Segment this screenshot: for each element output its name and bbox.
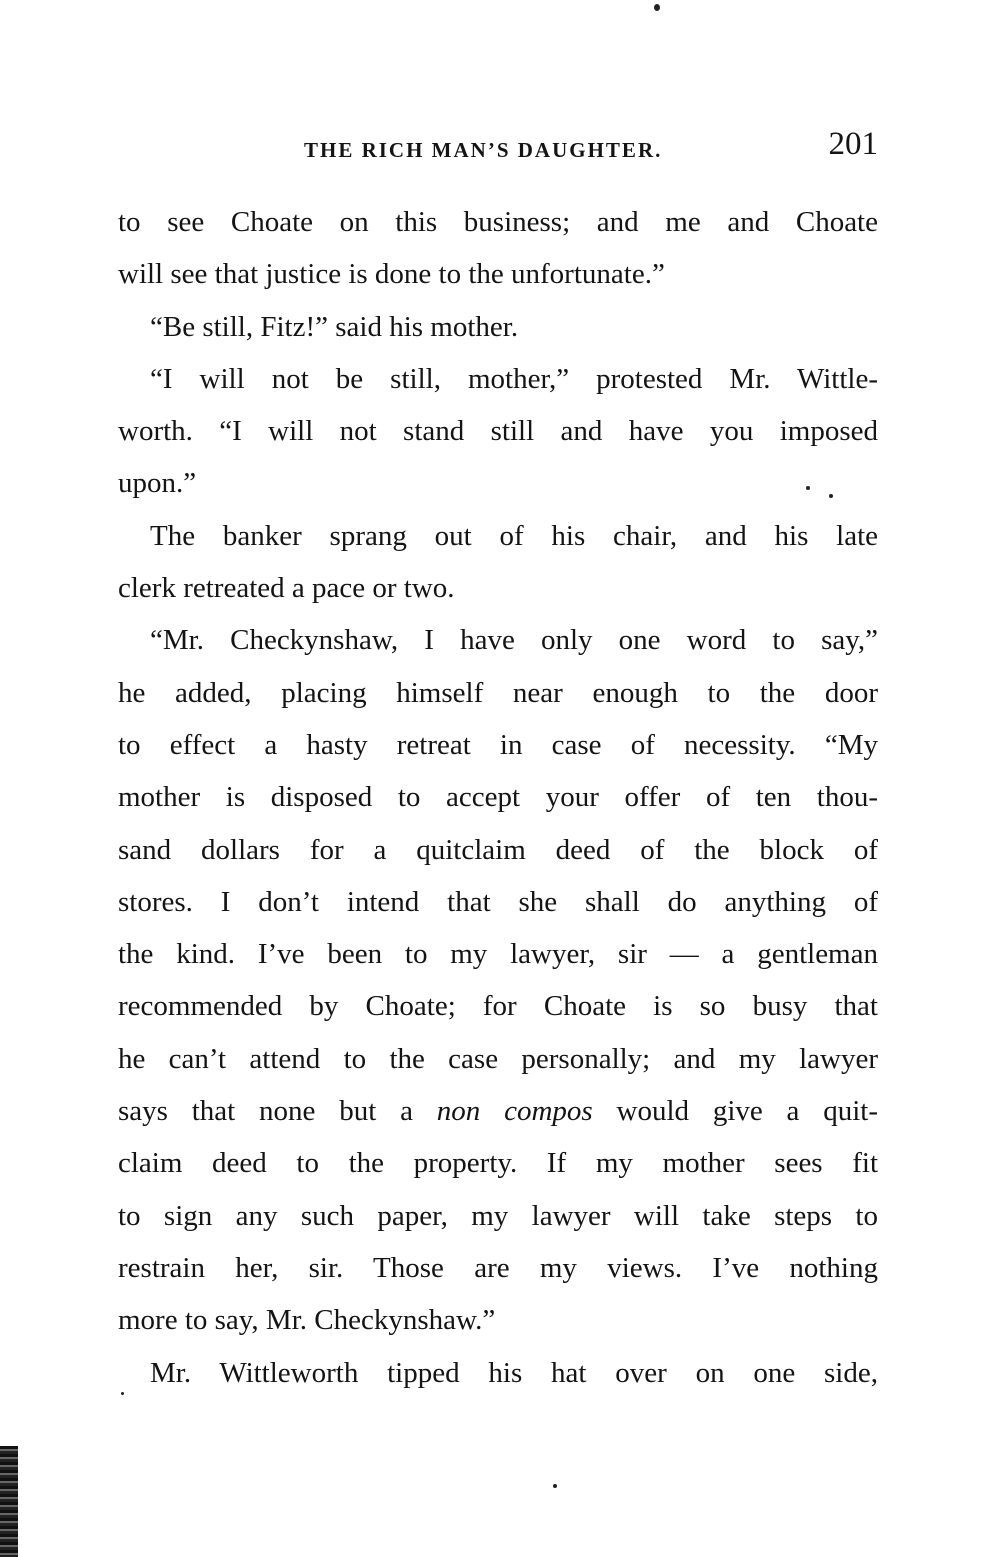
text-line: “Mr. Checkynshaw, I have only one word to say,” (150, 624, 878, 657)
text-line: restrain her, sir. Those are my views. I’ve nothing (118, 1251, 878, 1284)
text-line: The banker sprang out of his chair, and his late (150, 519, 878, 552)
text-line: will see that justice is done to the unfortunate.” (118, 258, 665, 291)
text-segment: says that none but a (118, 1095, 413, 1128)
text-line: the kind. I’ve been to my lawyer, sir — a gentleman (118, 938, 878, 971)
text-line-with-italic (118, 1085, 878, 1137)
page-number: 201 (828, 126, 878, 162)
text-line: to effect a hasty retreat in case of necessity. “My (118, 728, 878, 761)
body-text (118, 196, 878, 1399)
text-line: Mr. Wittleworth tipped his hat over on one side, (150, 1356, 878, 1389)
scan-speck (121, 1392, 124, 1395)
text-line: claim deed to the property. If my mother sees fit (118, 1147, 878, 1180)
text-line: to sign any such paper, my lawyer will take steps to (118, 1199, 878, 1232)
running-header (118, 126, 878, 166)
text-line: recommended by Choate; for Choate is so busy that (118, 990, 878, 1023)
scan-speck (654, 4, 660, 11)
text-line: clerk retreated a pace or two. (118, 572, 455, 605)
text-segment: would give a quit- (616, 1095, 878, 1128)
text-line: stores. I don’t intend that she shall do anything of (118, 885, 878, 918)
text-line: mother is disposed to accept your offer of ten thou- (118, 781, 878, 814)
text-line: to see Choate on this business; and me and Choate (118, 206, 878, 238)
text-line: worth. “I will not stand still and have you imposed (118, 415, 878, 448)
scan-edge-mark (0, 1446, 18, 1557)
text-line: “I will not be still, mother,” protested Mr. Wittle- (150, 362, 878, 395)
text-line: sand dollars for a quitclaim deed of the block of (118, 833, 878, 866)
scan-speck (553, 1484, 557, 1488)
scan-speck (829, 494, 833, 498)
italic-phrase: non compos (436, 1095, 593, 1128)
text-line: upon.” (118, 467, 197, 500)
scan-speck (806, 486, 810, 490)
running-title: THE RICH MAN’S DAUGHTER. (304, 138, 663, 162)
text-line: he can’t attend to the case personally; and my lawyer (118, 1042, 878, 1075)
text-line: “Be still, Fitz!” said his mother. (150, 310, 519, 343)
text-line: more to say, Mr. Checkynshaw.” (118, 1304, 496, 1337)
text-line: he added, placing himself near enough to the door (118, 676, 878, 709)
